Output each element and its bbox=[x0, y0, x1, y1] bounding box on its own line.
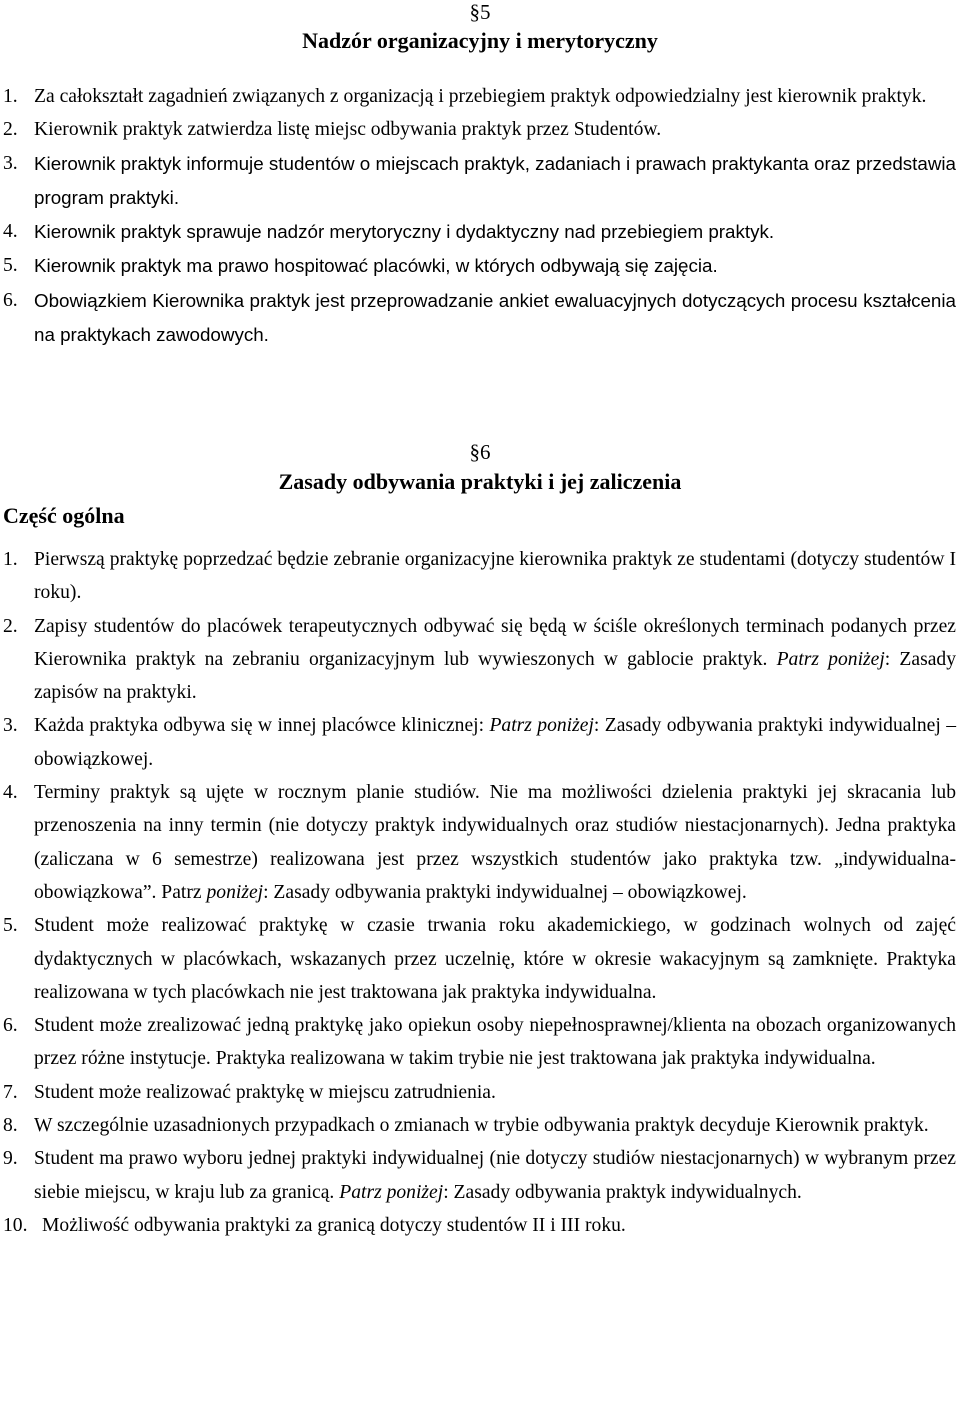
item-number: 2. bbox=[3, 615, 18, 637]
item-text: Za całokształt zagadnień związanych z organizacją i przebiegiem praktyk odpowiedzialny jest kierownik praktyk. bbox=[34, 86, 927, 107]
list-item bbox=[0, 1142, 956, 1209]
item-number: 3. bbox=[3, 715, 18, 737]
section-6-mark: §6 bbox=[469, 440, 491, 464]
item-text: Zapisy studentów do placówek terapeutycznych odbywać się będą w ściśle określonych terminach podanych przez Kierownika praktyk na zebraniu organizacyjnym lub wywieszonych w gablocie praktyk. bbox=[34, 615, 956, 670]
item-number: 5. bbox=[3, 915, 18, 937]
item-text: Możliwość odbywania praktyki za granicą dotyczy studentów II i III roku. bbox=[42, 1214, 626, 1236]
item-number: 6. bbox=[3, 1015, 18, 1037]
list-item bbox=[0, 709, 956, 776]
item-text: Student może realizować praktykę w czasie trwania roku akademickiego, w godzinach wolnych od zajęć dydaktycznych w placówkach, wskazanych przez uczelnię, które w okresie wakacyjnym są zamknięte. Praktyka realizowana w tych placówkach nie jest traktowana jak praktyka indywidualna. bbox=[34, 915, 956, 1003]
item-text: Każda praktyka odbywa się w innej placówce klinicznej: bbox=[34, 715, 490, 737]
item-text: W szczególnie uzasadnionych przypadkach o zmianach w trybie odbywania praktyk decyduje Kierownik praktyk. bbox=[34, 1115, 929, 1137]
item-number: 1. bbox=[3, 86, 18, 107]
item-text-tail: : Zasady zapisów na praktyki. bbox=[34, 648, 956, 704]
item-text: Student ma prawo wyboru jednej praktyki indywidualnej (nie dotyczy studiów niestacjonarnych) w wybranym przez siebie miejscu, w kraju lub za granicą. bbox=[34, 1148, 956, 1203]
list-item bbox=[0, 147, 956, 216]
item-italic-reference: Patrz poniżej bbox=[489, 715, 594, 737]
list-item bbox=[0, 113, 956, 146]
list-item bbox=[0, 776, 956, 909]
item-italic-reference: Patrz poniżej bbox=[339, 1181, 444, 1203]
item-number: 1. bbox=[3, 549, 18, 570]
item-number: 3. bbox=[3, 152, 18, 174]
list-item bbox=[0, 1109, 956, 1142]
item-number: 2. bbox=[3, 119, 18, 141]
list-item bbox=[0, 1209, 956, 1242]
item-number: 4. bbox=[3, 782, 18, 804]
item-text: Pierwszą praktykę poprzedzać będzie zebranie organizacyjne kierownika praktyk ze studentami (dotyczy studentów I roku). bbox=[34, 549, 956, 604]
list-item bbox=[0, 543, 956, 610]
item-text: Student może realizować praktykę w miejscu zatrudnienia. bbox=[34, 1081, 496, 1103]
section-6-subtitle: Część ogólna bbox=[3, 503, 125, 528]
list-item bbox=[0, 1076, 956, 1109]
item-number: 10. bbox=[3, 1214, 28, 1236]
section-5-mark: §5 bbox=[469, 0, 491, 24]
section-5-list bbox=[0, 80, 956, 352]
section-6-title: Zasady odbywania praktyki i jej zaliczenia bbox=[278, 469, 682, 494]
section-5-title: Nadzór organizacyjny i merytoryczny bbox=[302, 28, 658, 53]
item-number: 4. bbox=[3, 221, 18, 243]
list-item bbox=[0, 610, 956, 710]
item-number: 6. bbox=[3, 289, 18, 311]
list-item bbox=[0, 215, 956, 249]
item-number: 5. bbox=[3, 255, 18, 277]
list-item bbox=[0, 80, 956, 113]
item-number: 7. bbox=[3, 1081, 18, 1103]
item-number: 9. bbox=[3, 1148, 18, 1170]
item-text: Obowiązkiem Kierownika praktyk jest przeprowadzanie ankiet ewaluacyjnych dotyczących procesu kształcenia na praktykach zawodowych. bbox=[34, 289, 956, 346]
item-text: Terminy praktyk są ujęte w rocznym planie studiów. Nie ma możliwości dzielenia praktyki jej skracania lub przenoszenia na inny termin (nie dotyczy praktyk indywidualnych oraz studiów niestacjonarnych). Jedna praktyka (zaliczana w 6 semestrze) realizowana jest przez wszystkich studentów jako praktyka tzw. „indywidualna- obowiązkowa”. Patrz bbox=[34, 782, 956, 903]
item-text-tail: : Zasady odbywania praktyk indywidualnych. bbox=[443, 1181, 802, 1203]
item-text-tail: : Zasady odbywania praktyki indywidualnej – obowiązkowej. bbox=[34, 715, 957, 770]
item-text: Kierownik praktyk sprawuje nadzór merytoryczny i dydaktyczny nad przebiegiem praktyk. bbox=[34, 221, 775, 243]
item-text-tail: : Zasady odbywania praktyki indywidualnej – obowiązkowej. bbox=[263, 881, 747, 903]
list-item bbox=[0, 909, 956, 1009]
item-text: Student może zrealizować jedną praktykę jako opiekun osoby niepełnosprawnej/klienta na obozach organizowanych przez różne instytucje. Praktyka realizowana w takim trybie nie jest traktowana jak praktyka indywidualna. bbox=[34, 1015, 956, 1070]
item-italic-reference: Patrz poniżej bbox=[776, 648, 885, 670]
list-item bbox=[0, 249, 956, 283]
item-italic-reference: poniżej bbox=[206, 881, 264, 903]
item-text: Kierownik praktyk zatwierdza listę miejsc odbywania praktyk przez Studentów. bbox=[34, 119, 662, 141]
list-item bbox=[0, 1009, 956, 1076]
item-text: Kierownik praktyk informuje studentów o miejscach praktyk, zadaniach i prawach praktykanta oraz przedstawia program praktyki. bbox=[34, 152, 956, 208]
item-number: 8. bbox=[3, 1115, 18, 1137]
list-item bbox=[0, 284, 956, 353]
item-text: Kierownik praktyk ma prawo hospitować placówki, w których odbywają się zajęcia. bbox=[34, 255, 718, 277]
section-6-list bbox=[0, 543, 956, 1242]
